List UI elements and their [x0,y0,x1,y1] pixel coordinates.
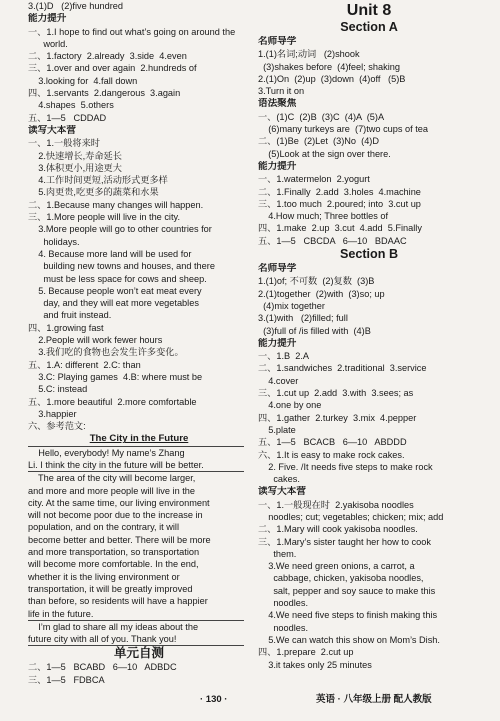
text-line: noodles; cut; vegetables; chicken; mix; add [258,511,444,522]
text-line: 一、1.B 2.A [258,351,310,362]
essay-closing-box [28,620,244,647]
text-line: cakes. [258,474,300,485]
text-line: 5.We can watch this show on Mom’s Dish. [258,634,440,645]
text-line: 一、1.一般现在时 2.yakisoba noodles [258,499,414,510]
text-line: 五、1—5 BCACB 6—10 ABDDD [258,437,407,448]
text-line: them. [258,548,297,559]
text-line: 5.plate [258,424,296,435]
text-line: 三、1.Mary’s sister taught her how to cook [258,536,431,547]
text-line: 一、(1)C (2)B (3)C (4)A (5)A [258,111,385,122]
unit-test-heading: 单元自测 [113,646,164,661]
text-line: 二、1.factory 2.already 3.side 4.even [28,51,187,62]
text-line: 二、1.Because many changes will happen. [28,199,204,210]
text-line: 六、参考范文: [28,421,86,432]
text-line: (6)many turkeys are (7)two cups of tea [258,124,429,135]
text-line: 2. Five. /It needs five steps to make rock [258,461,433,472]
text-line: 三、1.too much 2.poured; into 3.cut up [258,198,421,209]
essay-title: The City in the Future [89,433,189,445]
text-line: 3.happier [28,408,77,419]
section-b-title: Section B [339,247,399,262]
text-line: building new towns and houses, and there [28,261,215,272]
text-line: 五、1—5 CDDAD [28,112,107,123]
section-heading: 名师导学 [258,263,297,275]
text-line: 1.(1)of; 不可数 (2)复数 (3)B [258,276,375,287]
text-line: 4.How much; Three bottles of [258,211,389,222]
text-line: noodles. [258,622,309,633]
text-line: 六、1.It is easy to make rock cakes. [258,449,405,460]
text-line: 3.Turn it on [258,86,305,97]
text-line: 3.(1)D (2)five hundred [28,1,123,11]
text-line: 5.C: instead [28,384,88,395]
essay-line: transportation, it will be greatly improved [28,583,193,594]
essay-line: and more transportation, so transportation [28,547,200,558]
text-line: 4. Because more land will be used for [28,248,192,259]
essay-line: population, and on the contrary, it will [28,522,180,533]
essay-line: and more and more people will live in the [28,485,195,496]
essay-line: life in the future. [28,608,94,619]
text-line: 二、1—5 BCABD 6—10 ADBDC [28,662,177,673]
text-line: 一、1.I hope to find out what’s going on around the [28,26,236,37]
text-line: 2.(1)On (2)up (3)down (4)off (5)B [258,73,406,84]
right-column [258,0,480,671]
text-line: 三、1.cut up 2.add 3.with 3.sees; as [258,388,414,399]
text-line: 二、1.Finally 2.add 3.holes 4.machine [258,186,421,197]
unit-title: Unit 8 [346,2,392,19]
text-line: holidays. [28,236,80,247]
text-line: 五、1—5 CBCDA 6—10 BDAAC [258,235,407,246]
essay-line: will not become poor due to the increase in [28,510,203,521]
text-line: 3.looking for 4.fall down [28,75,138,86]
text-line: (3)full of /is filled with (4)B [258,325,371,336]
text-line: 三、1.More people will live in the city. [28,212,180,223]
text-line: 2.People will work fewer hours [28,335,163,346]
text-line: 4.one by one [258,400,322,411]
text-line: 5. Because people won’t eat meat every [28,285,202,296]
text-line: 4.We need five steps to finish making this [258,610,438,621]
text-line: 三、1—5 FDBCA [28,674,105,685]
section-heading: 读写大本营 [258,486,306,498]
essay-line: city. At the same time, our living environment [28,497,210,508]
text-line: (3)shakes before (4)feel; shaking [258,61,400,72]
text-line: 一、1.一般将来时 [28,138,100,149]
text-line: 二、1.Mary will cook yakisoba noodles. [258,524,418,535]
page-number: · 130 · [200,694,228,705]
essay-line: Hello, everybody! My name’s Zhang [28,447,185,458]
text-line: 一、1.watermelon 2.yogurt [258,174,370,185]
essay-line: whether it is the living environment or [28,571,180,582]
essay-line: The area of the city will become larger, [28,473,196,484]
text-line: 四、1.servants 2.dangerous 3.again [28,88,181,99]
section-heading: 能力提升 [28,13,67,25]
section-heading: 能力提升 [258,160,297,172]
section-heading: 名师导学 [258,36,297,47]
text-line: 二、(1)Be (2)Let (3)No (4)D [258,136,379,147]
text-line: must be less space for cows and sheep. [28,273,207,284]
text-line: 四、1.gather 2.turkey 3.mix 4.pepper [258,412,417,423]
text-line: 3.More people will go to other countries for [28,224,212,235]
text-line: 五、1.A: different 2.C: than [28,359,141,370]
text-line: day, and they will eat more vegetables [28,298,199,309]
text-line: 3.it takes only 25 minutes [258,659,372,670]
text-line: and fruit instead. [28,310,112,321]
text-line: 3.C: Playing games 4.B: where must be [28,371,203,382]
text-line: 三、1.over and over again 2.hundreds of [28,63,197,74]
essay-line: become better and better. There will be more [28,534,211,545]
book-info: 英语 · 八年级上册 配人教版 [316,694,432,705]
text-line: 4.shapes 5.others [28,100,114,111]
text-line: 2.快速增长,寿命延长 [28,150,122,161]
text-line: noodles. [258,598,309,609]
essay-line: will become more comfortable. In the end, [28,559,199,570]
text-line: 4.工作时间更短,活动形式更多样 [28,175,168,186]
left-column [28,0,250,686]
essay-line: future city with all of you. Thank you! [28,634,177,645]
text-line: 3.我们吃的食物也会发生许多变化。 [28,347,184,358]
text-line: 四、1.make 2.up 3.cut 4.add 5.Finally [258,223,422,234]
text-line: 5.肉更贵,吃更多的蔬菜和水果 [28,187,159,198]
text-line: (4)mix together [258,300,325,311]
page-footer [0,694,500,712]
essay-line: I’m glad to share all my ideas about the [28,621,199,632]
essay-intro-box [28,446,244,473]
text-line: cabbage, chicken, yakisoba noodles, [258,573,424,584]
text-line: world. [28,38,68,49]
text-line: 2.(1)together (2)with (3)so; up [258,288,385,299]
text-line: 五、1.more beautiful 2.more comfortable [28,396,197,407]
text-line: 1.(1)名词;动词 (2)shook [258,49,360,60]
text-line: 四、1.prepare 2.cut up [258,647,354,658]
text-line: 二、1.sandwiches 2.traditional 3.service [258,363,427,374]
section-heading: 能力提升 [258,337,297,349]
section-heading: 读写大本营 [28,124,76,136]
section-a-title: Section A [340,20,398,34]
text-line: salt, pepper and soy sauce to make this [258,585,436,596]
text-line: 4.cover [258,375,299,386]
text-line: (5)Look at the sign over there. [258,148,391,159]
essay-line: than before, so residents will have a happier [28,596,208,607]
text-line: 四、1.growing fast [28,322,104,333]
section-heading: 语法聚焦 [258,98,297,110]
text-line: 3.体积更小,用途更大 [28,162,122,173]
text-line: 3.(1)with (2)filled; full [258,313,348,324]
essay-line: Li. I think the city in the future will be better. [28,459,204,470]
text-line: 3.We need green onions, a carrot, a [258,561,415,572]
